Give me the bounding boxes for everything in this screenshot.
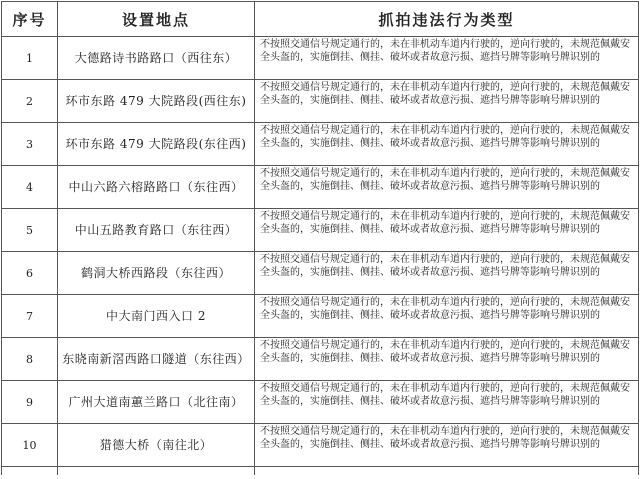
row-location: 猎德大桥（南往北）: [58, 424, 255, 467]
table-row: [2, 209, 639, 252]
table-row: [2, 80, 639, 123]
table-row: [2, 123, 639, 166]
row-violation-type: 不按照交通信号规定通行的，未在非机动车道内行驶的，逆向行驶的，未规范佩戴安全头盔的，实施倒挂、侧挂、破坏或者故意污损、遮挡号牌等影响号牌识别的: [255, 338, 639, 381]
row-location: 广州大道南蕙兰路口（北往南）: [58, 381, 255, 424]
row-location: 中山六路六榕路路口（东往西）: [58, 166, 255, 209]
table-row-cut-off: [2, 467, 639, 475]
table-row: [2, 252, 639, 295]
row-location: 大德路诗书路路口（西往东）: [58, 37, 255, 80]
row-index: 10: [2, 424, 58, 467]
table-row: [2, 338, 639, 381]
table-row: [2, 381, 639, 424]
table-row: [2, 37, 639, 80]
table-header-row: [2, 2, 639, 37]
row-violation-type: 不按照交通信号规定通行的，未在非机动车道内行驶的，逆向行驶的，未规范佩戴安全头盔的，实施倒挂、侧挂、破坏或者故意污损、遮挡号牌等影响号牌识别的: [255, 252, 639, 295]
row-index: 7: [2, 295, 58, 338]
header-index: 序号: [2, 2, 58, 37]
row-index: 1: [2, 37, 58, 80]
row-violation-type: 不按照交通信号规定通行的，未在非机动车道内行驶的，逆向行驶的，未规范佩戴安全头盔的，实施倒挂、侧挂、破坏或者故意污损、遮挡号牌等影响号牌识别的: [255, 80, 639, 123]
row-violation-type: 不按照交通信号规定通行的，未在非机动车道内行驶的，逆向行驶的，未规范佩戴安全头盔的，实施倒挂、侧挂、破坏或者故意污损、遮挡号牌等影响号牌识别的: [255, 123, 639, 166]
row-location: 中山五路教育路口（东往西）: [58, 209, 255, 252]
table-row: [2, 424, 639, 467]
row-location: 环市东路 479 大院路段(西往东): [58, 80, 255, 123]
row-index: 2: [2, 80, 58, 123]
header-violation-type: 抓拍违法行为类型: [255, 2, 639, 37]
row-location: 环市东路 479 大院路段(东往西): [58, 123, 255, 166]
row-violation-type: 不按照交通信号规定通行的，未在非机动车道内行驶的，逆向行驶的，未规范佩戴安全头盔的，实施倒挂、侧挂、破坏或者故意污损、遮挡号牌等影响号牌识别的: [255, 209, 639, 252]
table-row: [2, 166, 639, 209]
row-violation-type: 不按照交通信号规定通行的，未在非机动车道内行驶的，逆向行驶的，未规范佩戴安全头盔的，实施倒挂、侧挂、破坏或者故意污损、遮挡号牌等影响号牌识别的: [255, 166, 639, 209]
violation-camera-table: [1, 1, 639, 475]
row-location: 中大南门西入口 2: [58, 295, 255, 338]
header-location: 设置地点: [58, 2, 255, 37]
row-index: 8: [2, 338, 58, 381]
row-index: 6: [2, 252, 58, 295]
row-location: 东晓南新滘西路口隧道（东往西）: [58, 338, 255, 381]
row-index: 4: [2, 166, 58, 209]
row-violation-type: 不按照交通信号规定通行的，未在非机动车道内行驶的，逆向行驶的，未规范佩戴安全头盔的，实施倒挂、侧挂、破坏或者故意污损、遮挡号牌等影响号牌识别的: [255, 37, 639, 80]
table-row: [2, 295, 639, 338]
row-index: 5: [2, 209, 58, 252]
row-violation-type: 不按照交通信号规定通行的，未在非机动车道内行驶的，逆向行驶的，未规范佩戴安全头盔的，实施倒挂、侧挂、破坏或者故意污损、遮挡号牌等影响号牌识别的: [255, 424, 639, 467]
row-violation-type: 不按照交通信号规定通行的，未在非机动车道内行驶的，逆向行驶的，未规范佩戴安全头盔的，实施倒挂、侧挂、破坏或者故意污损、遮挡号牌等影响号牌识别的: [255, 295, 639, 338]
row-index: 9: [2, 381, 58, 424]
row-index: 3: [2, 123, 58, 166]
row-location: 鹤洞大桥西路段（东往西）: [58, 252, 255, 295]
row-violation-type: 不按照交通信号规定通行的，未在非机动车道内行驶的，逆向行驶的，未规范佩戴安全头盔的，实施倒挂、侧挂、破坏或者故意污损、遮挡号牌等影响号牌识别的: [255, 381, 639, 424]
